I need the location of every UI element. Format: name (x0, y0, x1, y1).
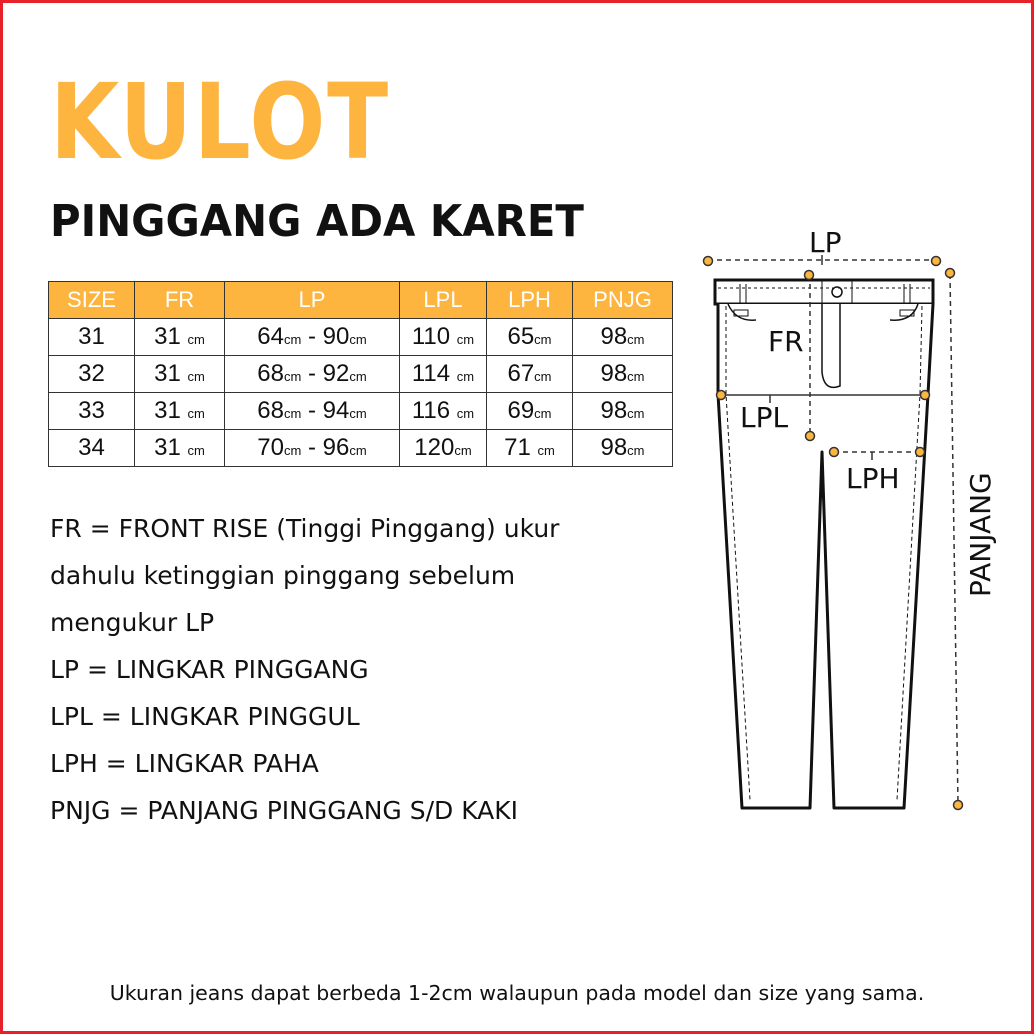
table-row (49, 393, 673, 430)
cell-pnjg: 98cm (573, 319, 673, 356)
cell-lpl: 120cm (400, 430, 487, 467)
note-line: LP = LINGKAR PINGGANG (50, 655, 369, 684)
header-fr: FR (135, 282, 225, 319)
note-line: mengukur LP (50, 608, 215, 637)
cell-fr: 31 cm (135, 393, 225, 430)
label-fr: FR (768, 325, 804, 358)
cell-fr: 31 cm (135, 430, 225, 467)
cell-lpl: 116 cm (400, 393, 487, 430)
label-panjang: PANJANG (964, 472, 997, 597)
trousers-icon (715, 280, 933, 808)
product-subtitle: PINGGANG ADA KARET (50, 196, 584, 247)
cell-fr: 31 cm (135, 356, 225, 393)
cell-size: 34 (49, 430, 135, 467)
header-lp: LP (225, 282, 400, 319)
cell-lp: 68cm - 94cm (225, 393, 400, 430)
table-row (49, 319, 673, 356)
header-pnjg: PNJG (573, 282, 673, 319)
note-line: LPH = LINGKAR PAHA (50, 749, 319, 778)
cell-size: 32 (49, 356, 135, 393)
cell-size: 31 (49, 319, 135, 356)
cell-lph: 65cm (487, 319, 573, 356)
header-size: SIZE (49, 282, 135, 319)
note-line: FR = FRONT RISE (Tinggi Pinggang) ukur (50, 514, 560, 543)
cell-lp: 64cm - 90cm (225, 319, 400, 356)
note-line: PNJG = PANJANG PINGGANG S/D KAKI (50, 796, 519, 825)
footer-disclaimer: Ukuran jeans dapat berbeda 1-2cm walaupun pada model dan size yang sama. (109, 981, 925, 1005)
table-row (49, 356, 673, 393)
note-line: dahulu ketinggian pinggang sebelum (50, 561, 516, 590)
cell-pnjg: 98cm (573, 356, 673, 393)
note-line: LPL = LINGKAR PINGGUL (50, 702, 360, 731)
cell-lph: 69cm (487, 393, 573, 430)
trousers-measurement-diagram (690, 225, 997, 825)
measurement-notes (50, 505, 660, 834)
cell-fr: 31 cm (135, 319, 225, 356)
table-header-row (49, 282, 673, 319)
label-lph: LPH (846, 462, 900, 495)
table-row (49, 430, 673, 467)
label-lpl: LPL (740, 401, 789, 434)
cell-lpl: 114 cm (400, 356, 487, 393)
header-lph: LPH (487, 282, 573, 319)
label-lp: LP (809, 226, 842, 259)
cell-size: 33 (49, 393, 135, 430)
cell-pnjg: 98cm (573, 393, 673, 430)
size-chart-table (48, 281, 673, 467)
cell-lp: 70cm - 96cm (225, 430, 400, 467)
header-lpl: LPL (400, 282, 487, 319)
cell-lph: 71 cm (487, 430, 573, 467)
cell-lp: 68cm - 92cm (225, 356, 400, 393)
product-title: KULOT (50, 61, 390, 183)
cell-pnjg: 98cm (573, 430, 673, 467)
cell-lpl: 110 cm (400, 319, 487, 356)
cell-lph: 67cm (487, 356, 573, 393)
